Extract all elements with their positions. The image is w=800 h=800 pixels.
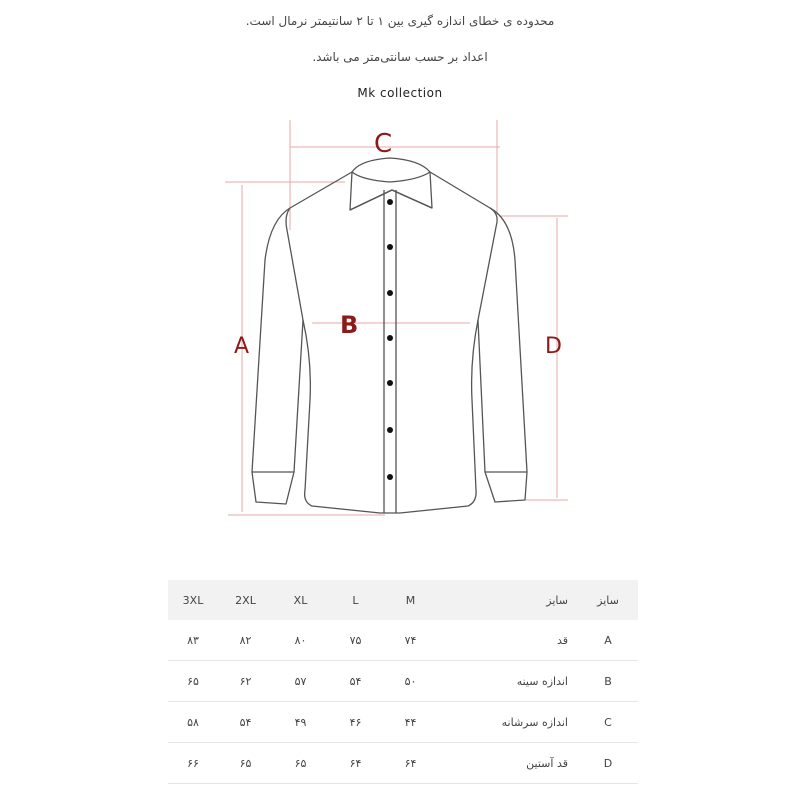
right-sleeve bbox=[478, 208, 527, 502]
cell-l: ۴۶ bbox=[328, 702, 383, 743]
button-4 bbox=[387, 335, 393, 341]
table-row bbox=[168, 743, 638, 784]
button-7 bbox=[387, 474, 393, 480]
label-d: D bbox=[545, 334, 562, 359]
cell-2xl: ۶۵ bbox=[218, 743, 273, 784]
cell-3xl: ۸۳ bbox=[168, 620, 218, 661]
label-a: A bbox=[234, 334, 250, 359]
collar-band bbox=[352, 172, 430, 182]
shirt-measurement-diagram bbox=[0, 110, 800, 530]
table-header-row bbox=[168, 580, 638, 620]
cell-l: ۷۵ bbox=[328, 620, 383, 661]
cell-2xl: ۵۴ bbox=[218, 702, 273, 743]
cell-l: ۶۴ bbox=[328, 743, 383, 784]
cell-measure-name: قد آستین bbox=[438, 743, 578, 784]
button-6 bbox=[387, 427, 393, 433]
measurement-error-note: محدوده ی خطای اندازه گیری بین ۱ تا ۲ سانتیمتر نرمال است. bbox=[245, 14, 555, 28]
button-3 bbox=[387, 290, 393, 296]
cell-2xl: ۶۲ bbox=[218, 661, 273, 702]
table-row bbox=[168, 702, 638, 743]
cell-xl: ۶۵ bbox=[273, 743, 328, 784]
cell-3xl: ۶۶ bbox=[168, 743, 218, 784]
cell-m: ۷۴ bbox=[383, 620, 438, 661]
button-5 bbox=[387, 380, 393, 386]
cell-measure-name: اندازه سینه bbox=[438, 661, 578, 702]
cell-measure-name: قد bbox=[438, 620, 578, 661]
header-3xl: 3XL bbox=[182, 593, 204, 607]
cell-letter: D bbox=[578, 743, 638, 784]
cell-letter: C bbox=[578, 702, 638, 743]
left-sleeve bbox=[252, 208, 303, 504]
cell-3xl: ۶۵ bbox=[168, 661, 218, 702]
button-2 bbox=[387, 244, 393, 250]
header-m: M bbox=[405, 593, 416, 607]
label-c: C bbox=[374, 129, 393, 159]
header-xl: XL bbox=[293, 593, 308, 607]
cell-3xl: ۵۸ bbox=[168, 702, 218, 743]
brand-name: Mk collection bbox=[357, 86, 443, 100]
header-2xl: 2XL bbox=[235, 593, 256, 607]
cell-l: ۵۴ bbox=[328, 661, 383, 702]
cell-xl: ۵۷ bbox=[273, 661, 328, 702]
header-l: L bbox=[352, 593, 359, 607]
button-1 bbox=[387, 199, 393, 205]
cell-m: ۵۰ bbox=[383, 661, 438, 702]
label-b: B bbox=[340, 311, 359, 339]
cell-m: ۴۴ bbox=[383, 702, 438, 743]
cell-measure-name: اندازه سرشانه bbox=[438, 702, 578, 743]
cell-m: ۶۴ bbox=[383, 743, 438, 784]
cell-xl: ۸۰ bbox=[273, 620, 328, 661]
cell-letter: B bbox=[578, 661, 638, 702]
shirt-buttons bbox=[387, 199, 393, 480]
table-row bbox=[168, 620, 638, 661]
table-row bbox=[168, 661, 638, 702]
units-note: اعداد بر حسب سانتی‌متر می باشد. bbox=[312, 50, 488, 64]
cell-xl: ۴۹ bbox=[273, 702, 328, 743]
cell-letter: A bbox=[578, 620, 638, 661]
shirt-body bbox=[286, 172, 497, 513]
cell-2xl: ۸۲ bbox=[218, 620, 273, 661]
header-measure-name: سایز bbox=[546, 593, 568, 607]
size-table bbox=[168, 580, 638, 784]
header-size: سایز bbox=[597, 593, 619, 607]
